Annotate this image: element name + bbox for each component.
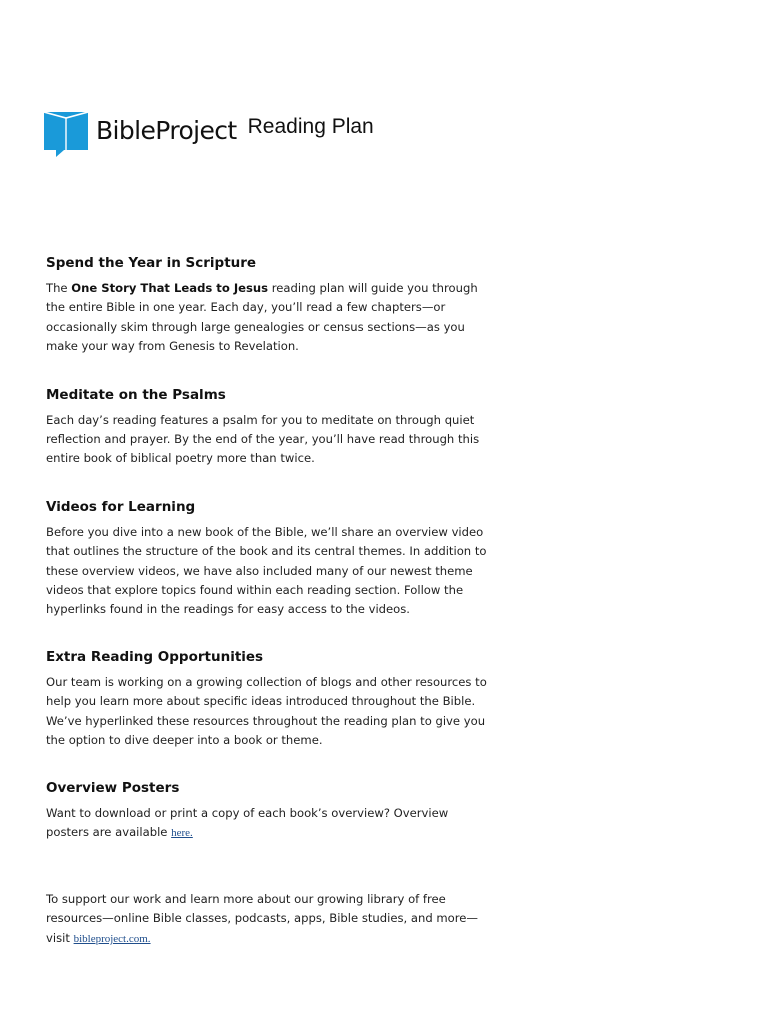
bookmark-speech-bubble-icon <box>44 110 88 158</box>
section-body: Our team is working on a growing collection of blogs and other resources to help you learn more about specific ideas introduced throughout the Bible. We’ve hyperlinked these resources throughout the reading plan to give you the option to dive deeper into a book or theme. <box>46 674 487 748</box>
section-overview-posters <box>46 778 488 844</box>
website-link[interactable]: bibleproject.com. <box>73 932 151 945</box>
body-text: Want to download or print a copy of each book’s overview? Overview posters are available <box>46 805 449 839</box>
section-heading: Meditate on the Psalms <box>46 386 226 403</box>
footer-body: To support our work and learn more about our growing library of free resources—online Bible classes, podcasts, apps, Bible studies, and more—visit <box>46 892 479 945</box>
section-heading: Videos for Learning <box>46 498 196 515</box>
header <box>44 110 374 158</box>
section-body <box>46 804 488 844</box>
brand-name: BibleProject <box>96 116 237 145</box>
section-heading: Spend the Year in Scripture <box>46 255 257 271</box>
section-extra-reading <box>46 647 488 751</box>
section-videos-for-learning <box>46 497 488 620</box>
section-spend-the-year <box>46 253 488 357</box>
posters-link[interactable]: here. <box>171 826 193 839</box>
plan-name: One Story That Leads to Jesus <box>71 281 269 295</box>
section-body: Each day’s reading features a psalm for you to meditate on through quiet reflection and prayer. By the end of the year, you’ll have read through this entire book of biblical poetry more than twice. <box>46 412 480 466</box>
footer-text <box>46 890 488 949</box>
section-meditate-psalms <box>46 385 488 469</box>
section-heading: Extra Reading Opportunities <box>46 648 264 665</box>
page-title: Reading Plan <box>247 115 374 138</box>
footer <box>46 890 488 949</box>
body-rest: reading plan will guide you through the entire Bible in one year. Each day, you’ll read a few chapters—or occasionally skim through large genealogies or census sections—as you make your way from Genesis to Revelation. <box>46 281 478 354</box>
section-body <box>46 279 488 357</box>
main-content <box>46 253 488 843</box>
body-intro: The <box>46 281 72 295</box>
section-heading: Overview Posters <box>46 779 180 796</box>
section-body: Before you dive into a new book of the Bible, we’ll share an overview video that outlines the structure of the book and its central themes. In addition to these overview videos, we have also included many of our newest theme videos that explore topics found within each reading section. Follow the hyperlinks found in the readings for easy access to the videos. <box>46 524 487 617</box>
